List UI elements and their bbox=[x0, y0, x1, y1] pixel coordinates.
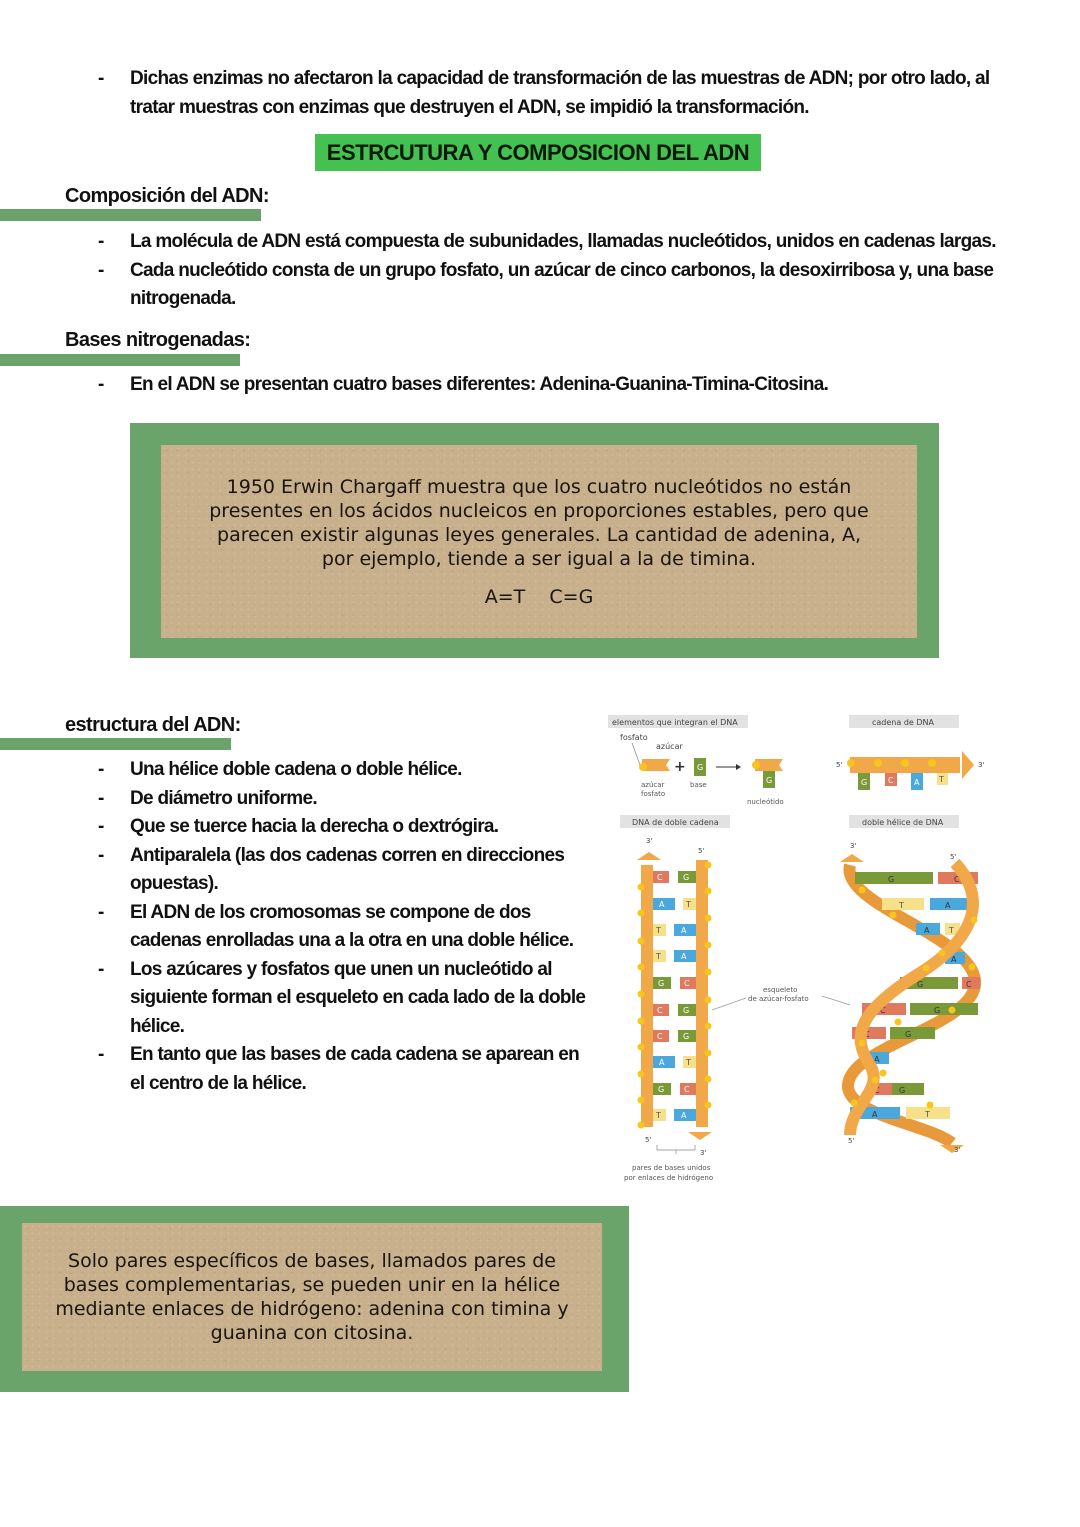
chargaff-text: 1950 Erwin Chargaff muestra que los cuatro nucleótidos no están presentes en los ácidos nucleicos en proporciones estables, pero que parecen existir algunas leyes generales. La cantidad de adenina, A, por ejemplo, tiende a ser igual a la de timina. bbox=[209, 475, 869, 570]
svg-text:3': 3' bbox=[850, 842, 857, 850]
svg-text:C: C bbox=[954, 875, 960, 884]
svg-text:T: T bbox=[925, 1110, 930, 1119]
structure-heading: estructura del ADN: bbox=[65, 714, 241, 736]
svg-text:C: C bbox=[888, 776, 894, 785]
dna-structure-figure bbox=[600, 705, 1010, 1190]
composition-bullet: - La molécula de ADN está compuesta de subunidades, llamadas nucleótidos, unidos en cadenas largas. bbox=[98, 228, 1028, 257]
panel-elements bbox=[608, 715, 784, 806]
svg-text:T: T bbox=[686, 900, 691, 909]
svg-text:fosfato: fosfato bbox=[620, 733, 648, 742]
pairing-text: Solo pares específicos de bases, llamados pares de bases complementarias, se pueden unir en la hélice mediante enlaces de hidrógeno: adenina con timina y guanina con citosina. bbox=[55, 1250, 569, 1344]
panel-chain bbox=[836, 715, 984, 790]
svg-text:5': 5' bbox=[848, 1137, 855, 1145]
phosphate-icon bbox=[639, 763, 647, 771]
svg-text:G: G bbox=[917, 980, 924, 989]
chargaff-formula: A=T C=G bbox=[484, 585, 594, 608]
panel-double-strand bbox=[620, 815, 730, 1182]
structure-bullet: - De diámetro uniforme. bbox=[98, 785, 598, 814]
panel-helix bbox=[840, 815, 980, 1154]
svg-text:A: A bbox=[951, 955, 957, 964]
svg-text:T: T bbox=[899, 901, 904, 910]
svg-text:C: C bbox=[657, 873, 663, 882]
svg-text:G: G bbox=[683, 873, 690, 882]
svg-text:C: C bbox=[966, 980, 972, 989]
svg-text:G: G bbox=[899, 1086, 906, 1095]
structure-bullet: - En tanto que las bases de cada cadena se aparean en el centro de la hélice. bbox=[98, 1041, 598, 1098]
svg-text:C: C bbox=[880, 1006, 886, 1015]
svg-text:3': 3' bbox=[954, 1146, 961, 1154]
svg-text:esqueleto: esqueleto bbox=[763, 986, 798, 994]
svg-text:C: C bbox=[684, 1085, 690, 1094]
svg-text:G: G bbox=[905, 1030, 912, 1039]
svg-text:C: C bbox=[657, 1006, 663, 1015]
svg-text:5': 5' bbox=[645, 1136, 652, 1144]
svg-text:A: A bbox=[659, 900, 665, 909]
svg-text:T: T bbox=[656, 952, 661, 961]
svg-text:nucleótido: nucleótido bbox=[747, 798, 784, 806]
svg-text:5': 5' bbox=[950, 853, 957, 861]
composition-list bbox=[98, 228, 1028, 314]
svg-text:T: T bbox=[939, 775, 944, 784]
svg-text:G: G bbox=[658, 979, 665, 988]
backbone-label bbox=[712, 986, 850, 1010]
svg-text:T: T bbox=[686, 1058, 691, 1067]
svg-text:A: A bbox=[681, 1111, 687, 1120]
svg-text:A: A bbox=[681, 926, 687, 935]
structure-bullet: - Antiparalela (las dos cadenas corren en direcciones opuestas). bbox=[98, 842, 598, 899]
svg-text:pares de bases unidos: pares de bases unidos bbox=[632, 1164, 711, 1172]
svg-text:base: base bbox=[690, 781, 707, 789]
svg-text:3': 3' bbox=[700, 1149, 707, 1157]
pairing-box bbox=[22, 1223, 602, 1371]
svg-text:G: G bbox=[888, 875, 895, 884]
bases-list bbox=[98, 371, 1028, 400]
svg-text:A: A bbox=[659, 1058, 665, 1067]
svg-text:G: G bbox=[697, 763, 704, 772]
svg-text:5': 5' bbox=[698, 847, 705, 855]
svg-text:G: G bbox=[934, 1006, 941, 1015]
svg-text:doble hélice de DNA: doble hélice de DNA bbox=[862, 818, 944, 827]
composition-underline bbox=[0, 209, 261, 221]
svg-text:C: C bbox=[657, 1032, 663, 1041]
svg-text:3': 3' bbox=[978, 761, 985, 769]
structure-bullet: - Los azúcares y fosfatos que unen un nucleótido al siguiente forman el esqueleto en cada lado de la doble hélice. bbox=[98, 956, 598, 1042]
structure-bullet: - El ADN de los cromosomas se compone de dos cadenas enrolladas una a la otra en una doble hélice. bbox=[98, 899, 598, 956]
ladder-rungs bbox=[653, 871, 696, 1121]
bases-heading: Bases nitrogenadas: bbox=[65, 329, 251, 351]
svg-text:G: G bbox=[766, 776, 773, 785]
svg-text:T: T bbox=[656, 926, 661, 935]
svg-text:elementos que integran el DNA: elementos que integran el DNA bbox=[612, 718, 738, 727]
svg-text:+: + bbox=[674, 759, 686, 775]
structure-list bbox=[98, 756, 598, 1098]
section-title: ESTRCUTURA Y COMPOSICION DEL ADN bbox=[326, 139, 750, 165]
structure-underline bbox=[0, 738, 231, 750]
svg-text:T: T bbox=[949, 926, 954, 935]
svg-text:C: C bbox=[864, 1030, 870, 1039]
bases-bullet: - En el ADN se presentan cuatro bases diferentes: Adenina-Guanina-Timina-Citosina. bbox=[98, 371, 1028, 400]
svg-text:3': 3' bbox=[646, 837, 653, 845]
svg-text:de azúcar-fosfato: de azúcar-fosfato bbox=[748, 995, 809, 1003]
svg-text:A: A bbox=[914, 778, 920, 787]
structure-bullet: - Una hélice doble cadena o doble hélice. bbox=[98, 756, 598, 785]
svg-text:5': 5' bbox=[836, 761, 843, 769]
section-title-banner bbox=[315, 134, 761, 171]
svg-text:A: A bbox=[924, 926, 930, 935]
svg-text:T: T bbox=[656, 1111, 661, 1120]
bases-underline bbox=[0, 354, 240, 366]
svg-text:azúcar: azúcar bbox=[656, 742, 683, 751]
svg-text:fosfato: fosfato bbox=[641, 790, 666, 798]
chargaff-box bbox=[161, 445, 917, 638]
svg-text:C: C bbox=[684, 979, 690, 988]
svg-text:G: G bbox=[683, 1032, 690, 1041]
svg-text:A: A bbox=[681, 952, 687, 961]
composition-bullet: - Cada nucleótido consta de un grupo fosfato, un azúcar de cinco carbonos, la desoxirribosa y, una base nitrogenada. bbox=[98, 257, 1028, 314]
composition-heading: Composición del ADN: bbox=[65, 185, 269, 207]
svg-text:por enlaces de hidrógeno: por enlaces de hidrógeno bbox=[624, 1174, 714, 1182]
svg-text:cadena de DNA: cadena de DNA bbox=[872, 718, 934, 727]
svg-text:G: G bbox=[658, 1085, 665, 1094]
svg-text:C: C bbox=[874, 1086, 880, 1095]
svg-text:A: A bbox=[945, 901, 951, 910]
intro-list bbox=[98, 65, 1028, 122]
structure-bullet: - Que se tuerce hacia la derecha o dextrógira. bbox=[98, 813, 598, 842]
svg-text:A: A bbox=[874, 1055, 880, 1064]
intro-bullet: - Dichas enzimas no afectaron la capacidad de transformación de las muestras de ADN; por otro lado, al tratar muestras con enzimas que destruyen el ADN, se impidió la transformación. bbox=[98, 65, 1028, 122]
svg-text:G: G bbox=[861, 778, 868, 787]
svg-text:A: A bbox=[872, 1110, 878, 1119]
svg-text:azúcar: azúcar bbox=[641, 781, 665, 789]
svg-text:G: G bbox=[683, 1006, 690, 1015]
svg-text:DNA de doble cadena: DNA de doble cadena bbox=[632, 818, 719, 827]
